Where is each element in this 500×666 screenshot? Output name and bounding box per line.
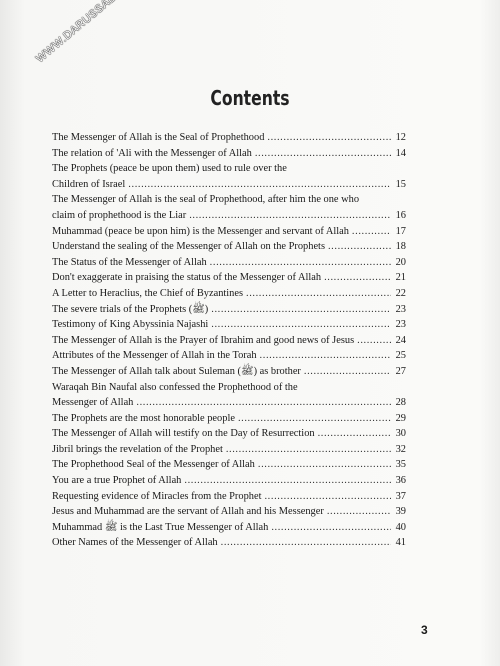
toc-entry-title: The Status of the Messenger of Allah: [52, 256, 207, 268]
toc-entry-title: claim of prophethood is the Liar: [52, 209, 187, 221]
toc-entry-page: 39: [395, 506, 406, 518]
toc-entry[interactable]: [52, 192, 406, 223]
toc-entry-title: The Messenger of Allah talk about Suleman (ﷺ) as brother: [52, 365, 301, 377]
toc-entry[interactable]: [52, 504, 406, 520]
toc-entry-title: The relation of 'Ali with the Messenger of Allah: [52, 147, 252, 159]
toc-entry-title: Testimony of King Abyssinia Najashi: [52, 319, 209, 331]
table-of-contents: [52, 130, 406, 551]
dot-leader: [221, 535, 391, 551]
dot-leader: [260, 348, 391, 364]
toc-entry-title: The Messenger of Allah is the Prayer of Ibrahim and good news of Jesus: [52, 334, 355, 346]
toc-entry-title: The Messenger of Allah will testify on the Day of Resurrection: [52, 428, 315, 440]
toc-entry-page: 12: [395, 132, 406, 143]
toc-entry-page: 17: [395, 225, 406, 237]
dot-leader: [318, 426, 391, 442]
toc-entry-title: The Prophets (peace be upon them) used to rule over the: [52, 163, 287, 175]
dot-leader: [210, 255, 391, 271]
toc-entry[interactable]: [52, 348, 406, 364]
toc-entry[interactable]: [52, 255, 406, 271]
toc-entry-page: 40: [395, 521, 406, 533]
dot-leader: [258, 457, 391, 473]
toc-entry-page: 22: [395, 287, 406, 299]
toc-entry[interactable]: [52, 239, 406, 255]
dot-leader: [328, 239, 391, 255]
dot-leader: [267, 130, 391, 146]
dot-leader: [357, 333, 391, 349]
dot-leader: [184, 473, 391, 489]
toc-entry[interactable]: [52, 426, 406, 442]
toc-entry-title: Attributes of the Messenger of Allah in the Torah: [52, 350, 257, 362]
toc-entry-title: Muhammad (peace be upon him) is the Messenger and servant of Allah: [52, 225, 349, 237]
toc-entry-title: Muhammad ﷺ is the Last True Messenger of Allah: [52, 521, 269, 533]
toc-entry-page: 30: [395, 428, 406, 440]
toc-entry-page: 28: [395, 397, 406, 409]
toc-entry-page: 41: [395, 537, 406, 549]
toc-entry[interactable]: [52, 130, 406, 146]
toc-entry-page: 15: [395, 178, 406, 190]
dot-leader: [211, 317, 391, 333]
toc-entry-title: Jibril brings the revelation of the Prophet: [52, 443, 223, 455]
dot-leader: [255, 146, 391, 162]
toc-entry-title: The Messenger of Allah is the seal of Prophethood, after him the one who: [52, 194, 360, 206]
toc-entry[interactable]: [52, 457, 406, 473]
toc-entry-title: Messenger of Allah: [52, 397, 134, 409]
dot-leader: [238, 411, 391, 427]
toc-entry[interactable]: [52, 302, 406, 318]
dot-leader: [226, 442, 391, 458]
toc-entry-title: Understand the sealing of the Messenger of Allah on the Prophets: [52, 241, 325, 253]
toc-entry[interactable]: [52, 161, 406, 192]
toc-entry-title: The Messenger of Allah is the Seal of Prophethood: [52, 132, 265, 143]
toc-entry-page: 14: [395, 147, 406, 159]
dot-leader: [128, 177, 391, 193]
dot-leader: [246, 286, 391, 302]
toc-entry-title: Other Names of the Messenger of Allah: [52, 537, 218, 549]
toc-entry-page: 35: [395, 459, 406, 471]
toc-entry[interactable]: [52, 317, 406, 333]
page-number: 3: [421, 623, 428, 637]
toc-entry-page: 32: [395, 443, 406, 455]
toc-entry[interactable]: [52, 535, 406, 551]
dot-leader: [327, 504, 391, 520]
toc-entry[interactable]: [52, 286, 406, 302]
toc-entry-page: 23: [395, 303, 406, 315]
toc-entry-page: 37: [395, 490, 406, 502]
dot-leader: [136, 395, 391, 411]
dot-leader: [324, 270, 391, 286]
dot-leader: [352, 224, 391, 240]
toc-entry-page: 25: [395, 350, 406, 362]
toc-entry-title: Don't exaggerate in praising the status of the Messenger of Allah: [52, 272, 322, 284]
toc-entry[interactable]: [52, 380, 406, 411]
toc-entry-title: The Prophets are the most honorable people: [52, 412, 235, 424]
toc-entry-page: 27: [395, 365, 406, 377]
dot-leader: [189, 208, 391, 224]
toc-entry-page: 20: [395, 256, 406, 268]
toc-entry[interactable]: [52, 520, 406, 536]
toc-entry[interactable]: [52, 473, 406, 489]
toc-entry-title: Jesus and Muhammad are the servant of Allah and his Messenger: [52, 506, 324, 518]
toc-entry[interactable]: [52, 364, 406, 380]
toc-entry[interactable]: [52, 489, 406, 505]
dot-leader: [271, 520, 391, 536]
toc-entry-title: Children of Israel: [52, 178, 126, 190]
toc-entry-title: A Letter to Heraclius, the Chief of Byzantines: [52, 287, 244, 299]
toc-entry-title: You are a true Prophet of Allah: [52, 475, 182, 487]
toc-entry-page: 29: [395, 412, 406, 424]
dot-leader: [264, 489, 391, 505]
toc-entry[interactable]: [52, 270, 406, 286]
toc-entry-page: 16: [395, 209, 406, 221]
toc-entry[interactable]: [52, 333, 406, 349]
dot-leader: [304, 364, 391, 380]
toc-entry-page: 18: [395, 241, 406, 253]
toc-entry[interactable]: [52, 411, 406, 427]
page-title: Contents: [210, 86, 290, 110]
toc-entry-page: 24: [395, 334, 406, 346]
toc-entry-title: The Prophethood Seal of the Messenger of Allah: [52, 459, 255, 471]
toc-entry-page: 21: [395, 272, 406, 284]
toc-entry-title: Waraqah Bin Naufal also confessed the Prophethood of the: [52, 381, 298, 393]
toc-entry[interactable]: [52, 224, 406, 240]
dot-leader: [211, 302, 391, 318]
toc-entry[interactable]: [52, 146, 406, 162]
toc-entry-page: 36: [395, 475, 406, 487]
toc-entry-title: The severe trials of the Prophets (ﷺ): [52, 303, 209, 315]
toc-entry-title: Requesting evidence of Miracles from the Prophet: [52, 490, 262, 502]
toc-entry[interactable]: [52, 442, 406, 458]
toc-entry-page: 23: [395, 319, 406, 331]
